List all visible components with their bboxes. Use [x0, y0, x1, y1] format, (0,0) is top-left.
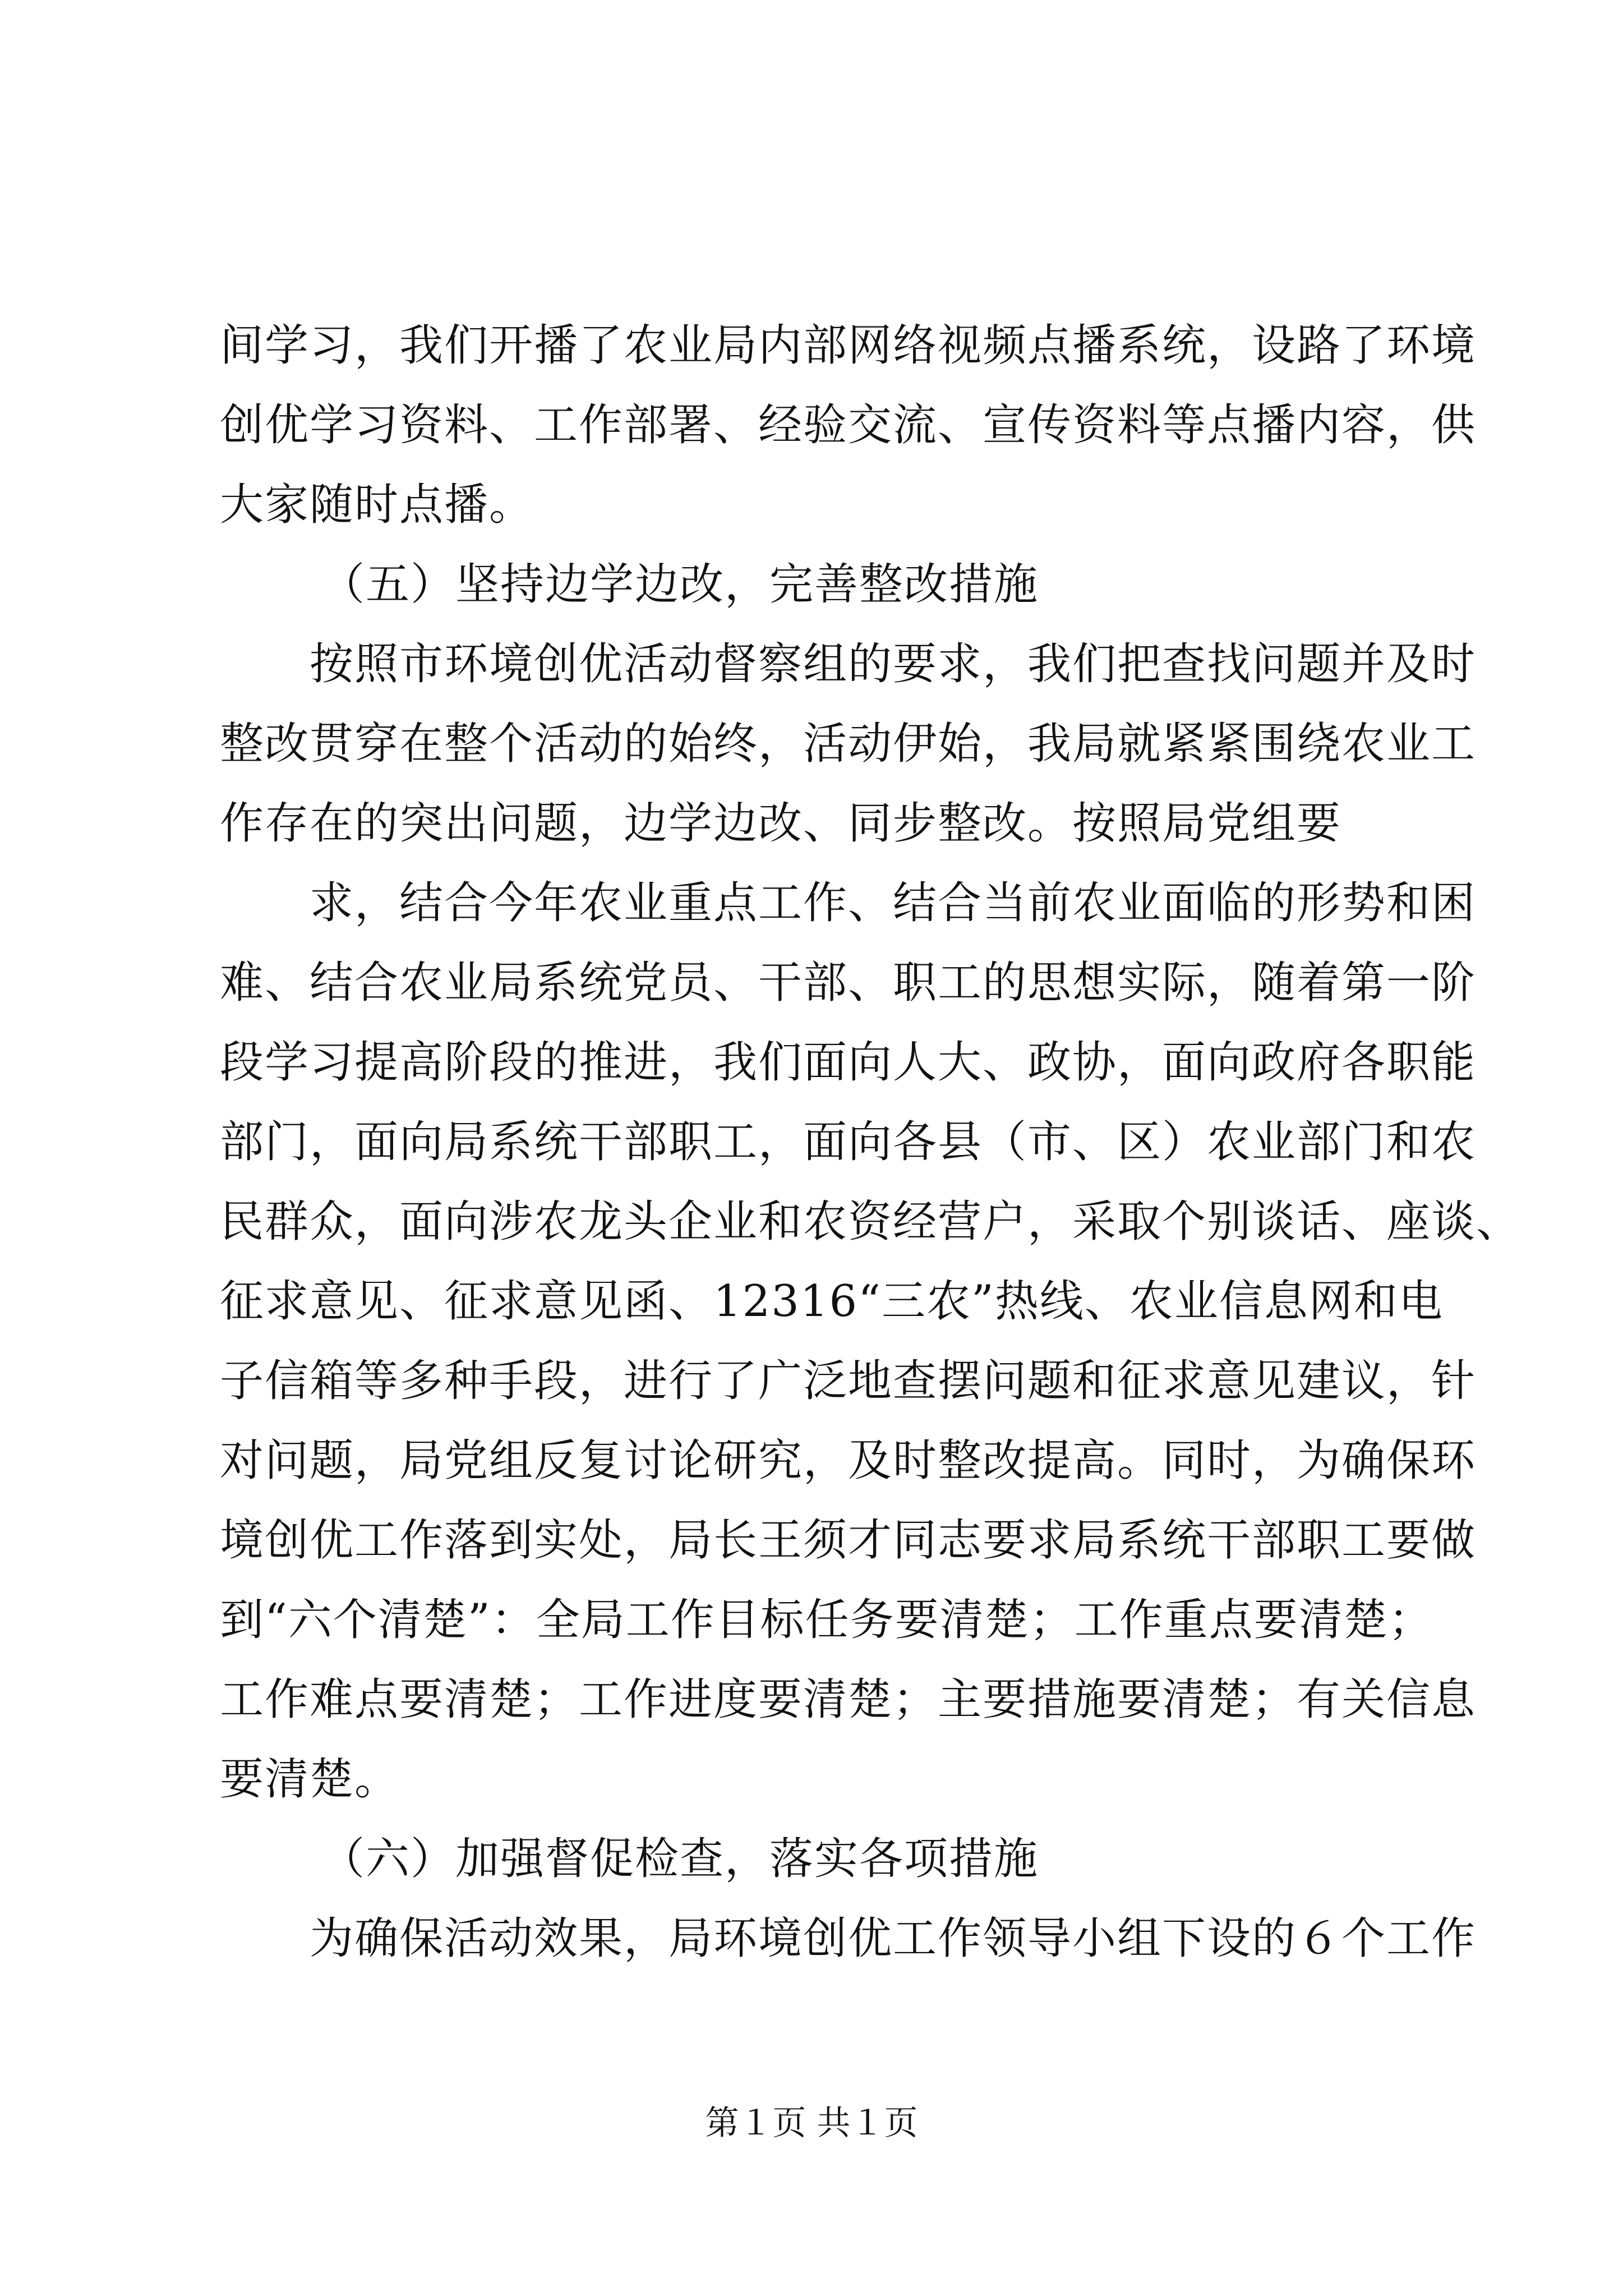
text-line: 民群众，面向涉农龙头企业和农资经营户，采取个别谈话、座谈、: [220, 1197, 1521, 1247]
text-line: 段学习提高阶段的推进，我们面向人大、政协，面向政府各职能: [220, 1037, 1477, 1088]
text-line: 为确保活动效果，局环境创优工作领导小组下设的６个工作: [310, 1913, 1477, 1964]
text-line: 整改贯穿在整个活动的始终，活动伊始，我局就紧紧围绕农业工: [220, 719, 1477, 769]
page-number-footer: 第１页 共１页: [705, 2104, 918, 2143]
text-line: 创优学习资料、工作部署、经验交流、宣传资料等点播内容，供: [220, 400, 1477, 450]
text-line: 征求意见、征求意见函、12316“三农”热线、农业信息网和电: [220, 1276, 1444, 1327]
text-line: 部门，面向局系统干部职工，面向各县（市、区）农业部门和农: [220, 1117, 1477, 1167]
text-line: 作存在的突出问题，边学边改、同步整改。按照局党组要: [220, 798, 1342, 849]
paragraph-supervision: [220, 1899, 1477, 1978]
text-line: 求，结合今年农业重点工作、结合当前农业面临的形势和困: [310, 878, 1477, 928]
text-line: 到“六个清楚”：全局工作目标任务要清楚；工作重点要清楚；: [220, 1595, 1433, 1645]
paragraph-continuation: [220, 306, 1477, 545]
section-heading-5: [220, 545, 1426, 624]
text-line: 对问题，局党组反复讨论研究，及时整改提高。同时，为确保环: [220, 1435, 1477, 1486]
section-heading: （五）坚持边学边改，完善整改措施: [321, 559, 1039, 610]
text-line: 境创优工作落到实处，局长王须才同志要求局系统干部职工要做: [220, 1515, 1477, 1566]
text-line: 工作难点要清楚；工作进度要清楚；主要措施要清楚；有关信息: [220, 1674, 1477, 1725]
text-line: 难、结合农业局系统党员、干部、职工的思想实际，随着第一阶: [220, 958, 1477, 1008]
text-line: 子信箱等多种手段，进行了广泛地查摆问题和征求意见建议，针: [220, 1356, 1477, 1406]
section-heading-6: [220, 1819, 1426, 1899]
text-line: 按照市环境创优活动督察组的要求，我们把查找问题并及时: [310, 639, 1477, 689]
text-line: 间学习，我们开播了农业局内部网络视频点播系统，设路了环境: [220, 320, 1477, 371]
section-heading: （六）加强督促检查，落实各项措施: [321, 1834, 1039, 1884]
text-line: 要清楚。: [220, 1754, 400, 1805]
paragraph-requirements: [220, 863, 1521, 1819]
text-line: 大家随时点播。: [220, 480, 534, 530]
paragraph-rectification: [220, 624, 1477, 863]
